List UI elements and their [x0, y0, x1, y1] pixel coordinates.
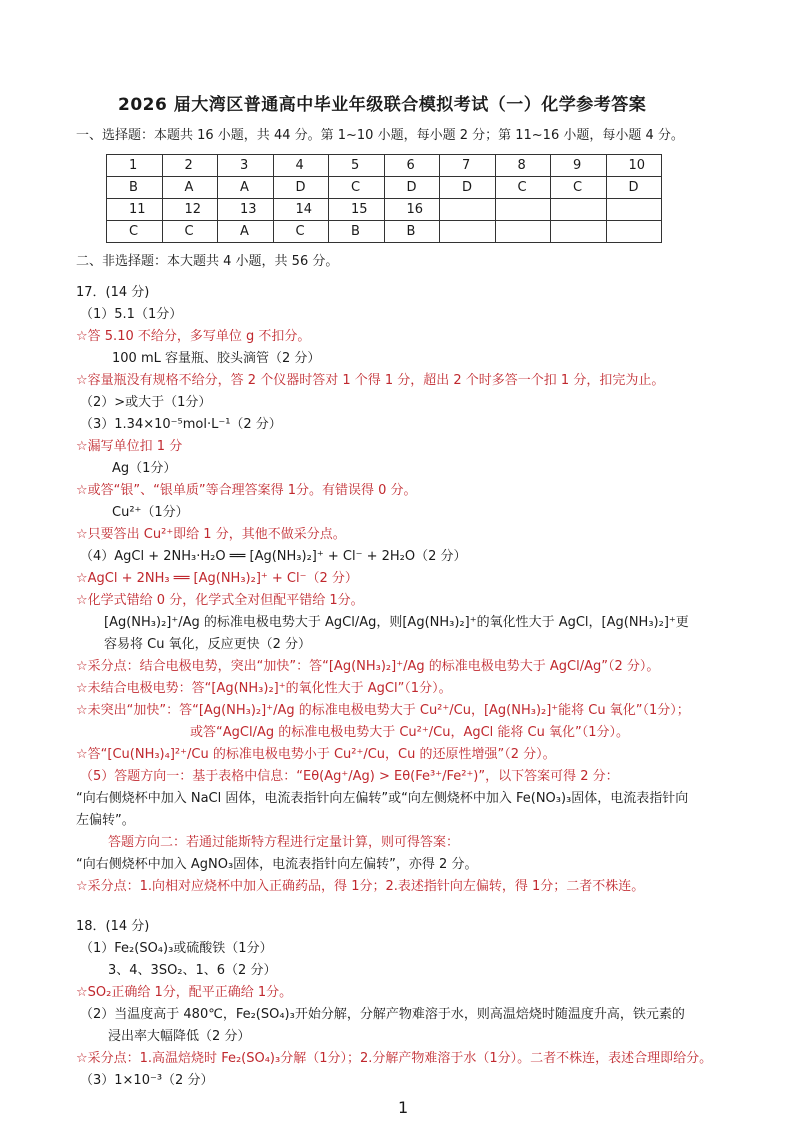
grading-note: ☆采分点：1.向相对应烧杯中加入正确药品，得 1分；2.表述指针向左偏转，得 1分；二者不株连。: [76, 879, 645, 894]
section-one-heading: 一、选择题：本题共 16 小题，共 44 分。第 1~10 小题，每小题 2 分；第 11~16 小题，每小题 4 分。: [76, 128, 684, 143]
table-cell: D: [606, 177, 662, 199]
table-cell: A: [162, 177, 218, 199]
page-number: 1: [398, 1098, 409, 1117]
table-cell: 12: [162, 199, 218, 221]
table-cell: 10: [606, 155, 662, 177]
answer-direction: （5）答题方向一：基于表格中信息：“Eθ(Ag⁺/Ag) > Eθ(Fe³⁺/Fe²⁺)”，以下答案可得 2 分：: [80, 769, 619, 784]
grading-note: ☆未结合电极电势：答“[Ag(NH₃)₂]⁺的氧化性大于 AgCl”（1分）。: [76, 681, 452, 696]
table-cell: A: [218, 177, 274, 199]
table-cell: C: [329, 177, 385, 199]
grading-note: ☆未突出“加快”：答“[Ag(NH₃)₂]⁺/Ag 的标准电极电势大于 Cu²⁺/Cu，[Ag(NH₃)₂]⁺能将 Cu 氧化”（1分）；: [76, 703, 690, 718]
grading-note: ☆AgCl + 2NH₃ ══ [Ag(NH₃)₂]⁺ + Cl⁻（2 分）: [76, 571, 358, 586]
answer-line: “向右侧烧杯中加入 NaCl 固体，电流表指针向左偏转”或“向左侧烧杯中加入 Fe(NO₃)₃固体，电流表指针向: [76, 791, 689, 806]
table-cell: [551, 221, 607, 243]
table-cell: 5: [329, 155, 385, 177]
answer-line: 100 mL 容量瓶、胶头滴管（2 分）: [112, 351, 321, 366]
answer-line: （3）1×10⁻³（2 分）: [80, 1073, 214, 1088]
answer-line: 3、4、3SO₂、1、6（2 分）: [108, 963, 277, 978]
table-cell: D: [273, 177, 329, 199]
question-17-heading: 17．(14 分): [76, 285, 150, 300]
table-cell: 4: [273, 155, 329, 177]
answer-line: （2）当温度高于 480℃，Fe₂(SO₄)₃开始分解，分解产物难溶于水，则高温焙烧时随温度升高，铁元素的: [80, 1007, 685, 1022]
table-cell: 6: [384, 155, 440, 177]
table-row: [107, 177, 662, 199]
grading-note: ☆化学式错给 0 分，化学式全对但配平错给 1分。: [76, 593, 364, 608]
table-cell: D: [440, 177, 496, 199]
table-cell: C: [273, 221, 329, 243]
table-cell: 8: [495, 155, 551, 177]
answer-line: 左偏转”。: [76, 813, 135, 828]
answer-line: Cu²⁺（1分）: [112, 505, 189, 520]
table-cell: [440, 199, 496, 221]
answer-line: （3）1.34×10⁻⁵mol·L⁻¹（2 分）: [80, 417, 282, 432]
table-cell: 16: [384, 199, 440, 221]
answer-line: （1）5.1（1分）: [80, 307, 183, 322]
grading-note: ☆答“[Cu(NH₃)₄]²⁺/Cu 的标准电极电势小于 Cu²⁺/Cu，Cu 的还原性增强”（2 分）。: [76, 747, 556, 762]
grading-note: ☆答 5.10 不给分，多写单位 g 不扣分。: [76, 329, 311, 344]
answer-table: [106, 154, 662, 243]
grading-note: ☆采分点：结合电极电势，突出“加快”：答“[Ag(NH₃)₂]⁺/Ag 的标准电极电势大于 AgCl/Ag”（2 分）。: [76, 659, 660, 674]
table-cell: [495, 221, 551, 243]
table-cell: C: [495, 177, 551, 199]
table-cell: B: [384, 221, 440, 243]
answer-line: Ag（1分）: [112, 461, 177, 476]
answer-line: 浸出率大幅降低（2 分）: [108, 1029, 251, 1044]
table-cell: 7: [440, 155, 496, 177]
table-cell: [551, 199, 607, 221]
table-cell: C: [107, 221, 163, 243]
answer-line: “向右侧烧杯中加入 AgNO₃固体，电流表指针向左偏转”，亦得 2 分。: [76, 857, 478, 872]
table-cell: 2: [162, 155, 218, 177]
question-18-heading: 18．(14 分): [76, 919, 150, 934]
table-cell: 15: [329, 199, 385, 221]
grading-note: ☆或答“银”、“银单质”等合理答案得 1分。有错误得 0 分。: [76, 483, 417, 498]
table-cell: [440, 221, 496, 243]
table-cell: [606, 199, 662, 221]
answer-line: 容易将 Cu 氧化，反应更快（2 分）: [104, 637, 311, 652]
grading-note: ☆采分点：1.高温焙烧时 Fe₂(SO₄)₃分解（1分）；2.分解产物难溶于水（1分）。二者不株连，表述合理即给分。: [76, 1051, 713, 1066]
table-cell: B: [329, 221, 385, 243]
table-cell: 13: [218, 199, 274, 221]
grading-note: ☆只要答出 Cu²⁺即给 1 分，其他不做采分点。: [76, 527, 346, 542]
answer-line: （4）AgCl + 2NH₃·H₂O ══ [Ag(NH₃)₂]⁺ + Cl⁻ + 2H₂O（2 分）: [80, 549, 467, 564]
table-cell: 9: [551, 155, 607, 177]
grading-note: ☆漏写单位扣 1 分: [76, 439, 183, 454]
table-row: [107, 221, 662, 243]
table-cell: [606, 221, 662, 243]
answer-line: （1）Fe₂(SO₄)₃或硫酸铁（1分）: [80, 941, 273, 956]
table-cell: 14: [273, 199, 329, 221]
table-row: [107, 155, 662, 177]
table-cell: D: [384, 177, 440, 199]
grading-note: ☆SO₂正确给 1分，配平正确给 1分。: [76, 985, 293, 1000]
table-cell: 11: [107, 199, 163, 221]
table-cell: C: [551, 177, 607, 199]
answer-direction: 答题方向二：若通过能斯特方程进行定量计算，则可得答案：: [108, 835, 460, 850]
table-cell: 1: [107, 155, 163, 177]
answer-line: （2）>或大于（1分）: [80, 395, 212, 410]
table-cell: 3: [218, 155, 274, 177]
section-two-heading: 二、非选择题：本大题共 4 小题，共 56 分。: [76, 254, 339, 269]
table-cell: C: [162, 221, 218, 243]
answer-line: [Ag(NH₃)₂]⁺/Ag 的标准电极电势大于 AgCl/Ag，则[Ag(NH₃)₂]⁺的氧化性大于 AgCl，[Ag(NH₃)₂]⁺更: [104, 615, 689, 630]
table-cell: [495, 199, 551, 221]
grading-note: 或答“AgCl/Ag 的标准电极电势大于 Cu²⁺/Cu，AgCl 能将 Cu 氧化”（1分）。: [190, 725, 629, 740]
table-cell: B: [107, 177, 163, 199]
page-title: 2026 届大湾区普通高中毕业年级联合模拟考试（一）化学参考答案: [118, 95, 647, 115]
grading-note: ☆容量瓶没有规格不给分，答 2 个仪器时答对 1 个得 1 分，超出 2 个时多答一个扣 1 分，扣完为止。: [76, 373, 665, 388]
table-row: [107, 199, 662, 221]
table-cell: A: [218, 221, 274, 243]
